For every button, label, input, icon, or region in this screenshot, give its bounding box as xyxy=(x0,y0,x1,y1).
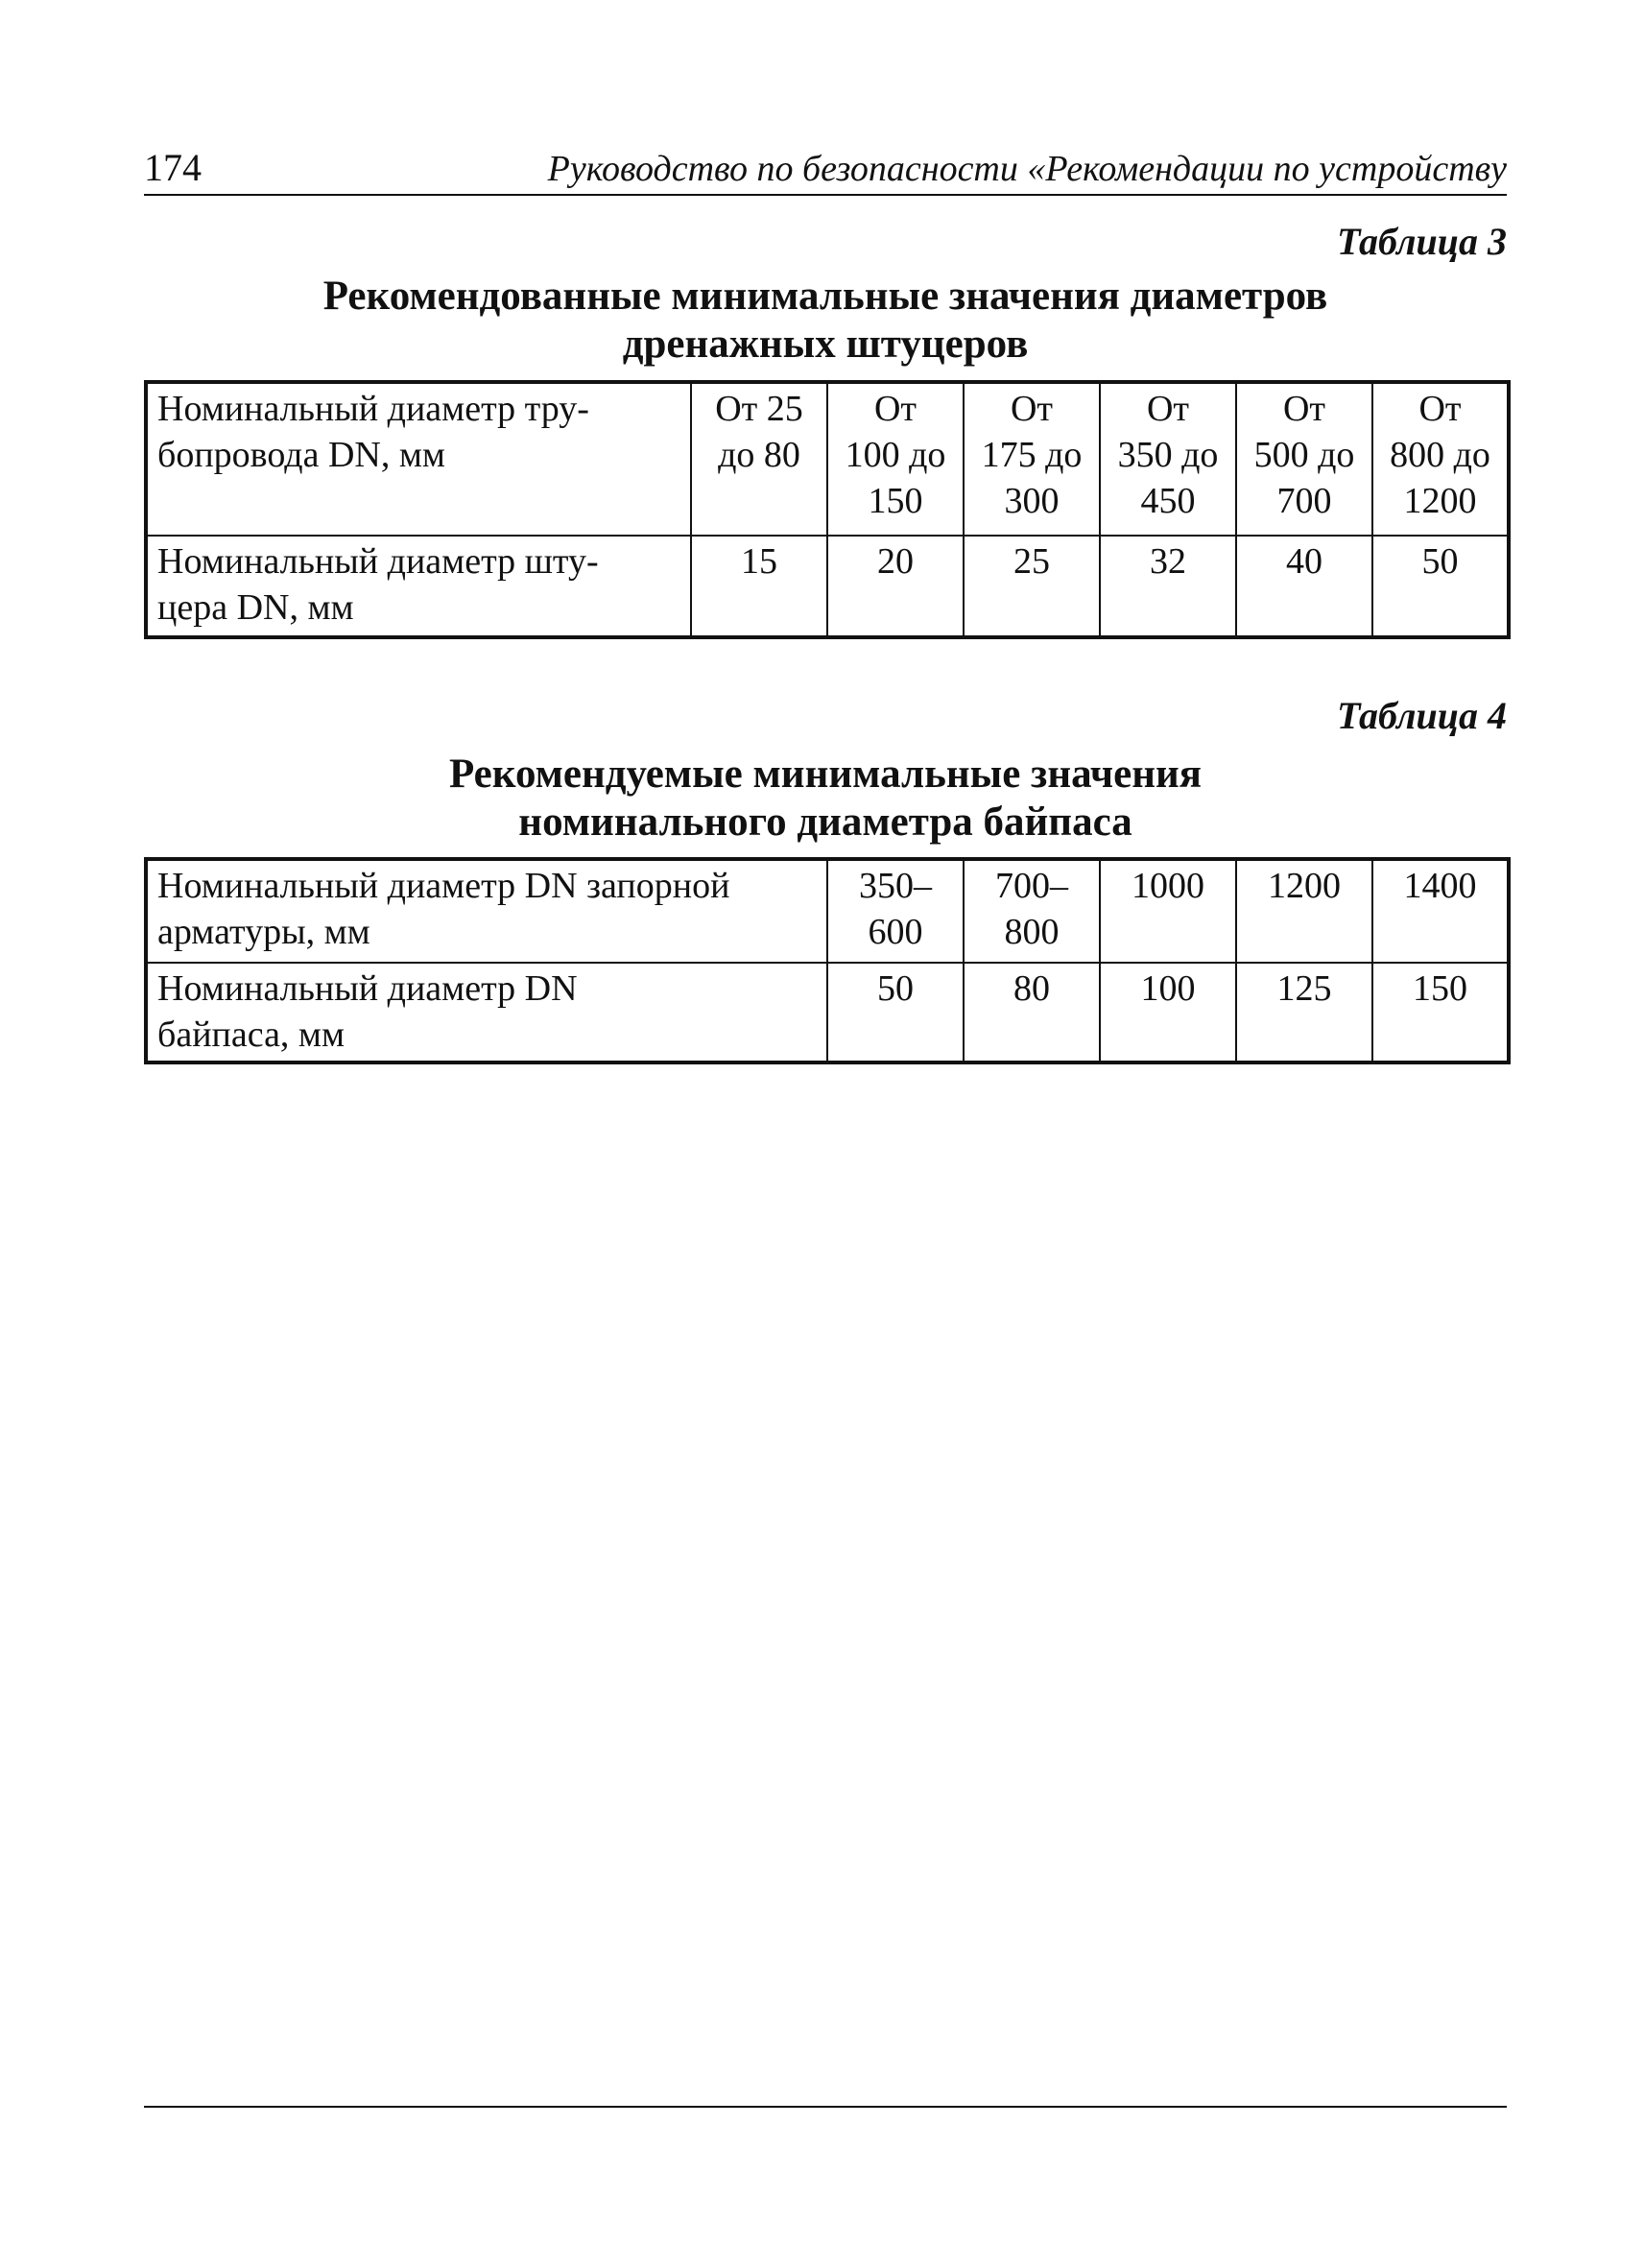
cell-line: От xyxy=(1146,389,1190,429)
cell-line: От xyxy=(1010,389,1054,429)
cell-line: 450 xyxy=(1140,481,1196,521)
cell-line: арматуры, мм xyxy=(157,912,370,952)
table4-cell: 80 xyxy=(964,963,1100,1062)
cell-line: 150 xyxy=(868,481,923,521)
footer-rule xyxy=(144,2106,1507,2108)
table3-cell xyxy=(1236,382,1372,536)
cell-line: 1400 xyxy=(1403,866,1477,906)
cell-line: 500 до xyxy=(1253,435,1355,475)
table4-cell: 100 xyxy=(1100,963,1236,1062)
cell-line: 600 xyxy=(868,912,923,952)
table4-title xyxy=(144,751,1507,847)
table4-cell xyxy=(1236,859,1372,963)
table3 xyxy=(144,380,1511,639)
cell-line: От xyxy=(1282,389,1326,429)
cell-line: до 80 xyxy=(718,435,800,475)
page-header xyxy=(144,134,1507,196)
table4-cell xyxy=(964,859,1100,963)
cell-line: От xyxy=(873,389,917,429)
table3-cell xyxy=(964,382,1100,536)
table4-title-line: номинального диаметра байпаса xyxy=(518,800,1132,845)
cell-line: байпаса, мм xyxy=(157,1015,345,1055)
cell-line: 700 xyxy=(1276,481,1332,521)
table4-row-label xyxy=(146,963,827,1062)
cell-line: 300 xyxy=(1004,481,1060,521)
cell-line: 350– xyxy=(859,866,932,906)
table4-cell: 150 xyxy=(1372,963,1509,1062)
cell-line: Номинальный диаметр шту- xyxy=(157,541,599,582)
cell-line: 1200 xyxy=(1268,866,1341,906)
table3-row-fitting-diameter xyxy=(146,536,1509,637)
running-title: Руководство по безопасности «Рекомендации по устройству xyxy=(547,149,1507,189)
table3-row-label xyxy=(146,536,691,637)
table4-cell xyxy=(1372,859,1509,963)
table4-row-label xyxy=(146,859,827,963)
table3-cell: 20 xyxy=(827,536,964,637)
cell-line: 1000 xyxy=(1132,866,1204,906)
table4-label: Таблица 4 xyxy=(1337,694,1507,737)
table4 xyxy=(144,857,1511,1064)
table4-cell: 125 xyxy=(1236,963,1372,1062)
table3-title-line: дренажных штуцеров xyxy=(622,322,1029,367)
table3-cell xyxy=(1372,382,1509,536)
table4-title-line: Рекомендуемые минимальные значения xyxy=(448,752,1203,797)
cell-line: Номинальный диаметр DN xyxy=(157,968,578,1009)
table3-title-line: Рекомендованные минимальные значения диаметров xyxy=(322,274,1328,319)
cell-line: 800 xyxy=(1004,912,1060,952)
table4-cell: 50 xyxy=(827,963,964,1062)
cell-line: От 25 xyxy=(715,389,803,429)
table4-row-valve-diameter xyxy=(146,859,1509,963)
table3-cell: 15 xyxy=(691,536,827,637)
cell-line: Номинальный диаметр DN запорной xyxy=(157,866,730,906)
cell-line: бопровода DN, мм xyxy=(157,435,445,475)
cell-line: 100 до xyxy=(845,435,946,475)
cell-line: От xyxy=(1418,389,1462,429)
table3-title xyxy=(144,273,1507,369)
cell-line: 1200 xyxy=(1403,481,1477,521)
table3-label: Таблица 3 xyxy=(1337,220,1507,263)
cell-line: 800 до xyxy=(1390,435,1490,475)
table3-cell xyxy=(691,382,827,536)
table3-row-label xyxy=(146,382,691,536)
cell-line: 175 до xyxy=(981,435,1083,475)
table3-cell xyxy=(827,382,964,536)
table4-cell xyxy=(827,859,964,963)
cell-line: Номинальный диаметр тру- xyxy=(157,389,589,429)
table3-row-pipe-diameter xyxy=(146,382,1509,536)
table3-cell: 40 xyxy=(1236,536,1372,637)
cell-line: 700– xyxy=(995,866,1068,906)
table4-row-bypass-diameter xyxy=(146,963,1509,1062)
page-number: 174 xyxy=(144,146,202,189)
table3-cell: 32 xyxy=(1100,536,1236,637)
table3-cell: 50 xyxy=(1372,536,1509,637)
cell-line: цера DN, мм xyxy=(157,587,354,628)
table3-cell xyxy=(1100,382,1236,536)
table3-cell: 25 xyxy=(964,536,1100,637)
cell-line: 350 до xyxy=(1117,435,1219,475)
table4-cell xyxy=(1100,859,1236,963)
